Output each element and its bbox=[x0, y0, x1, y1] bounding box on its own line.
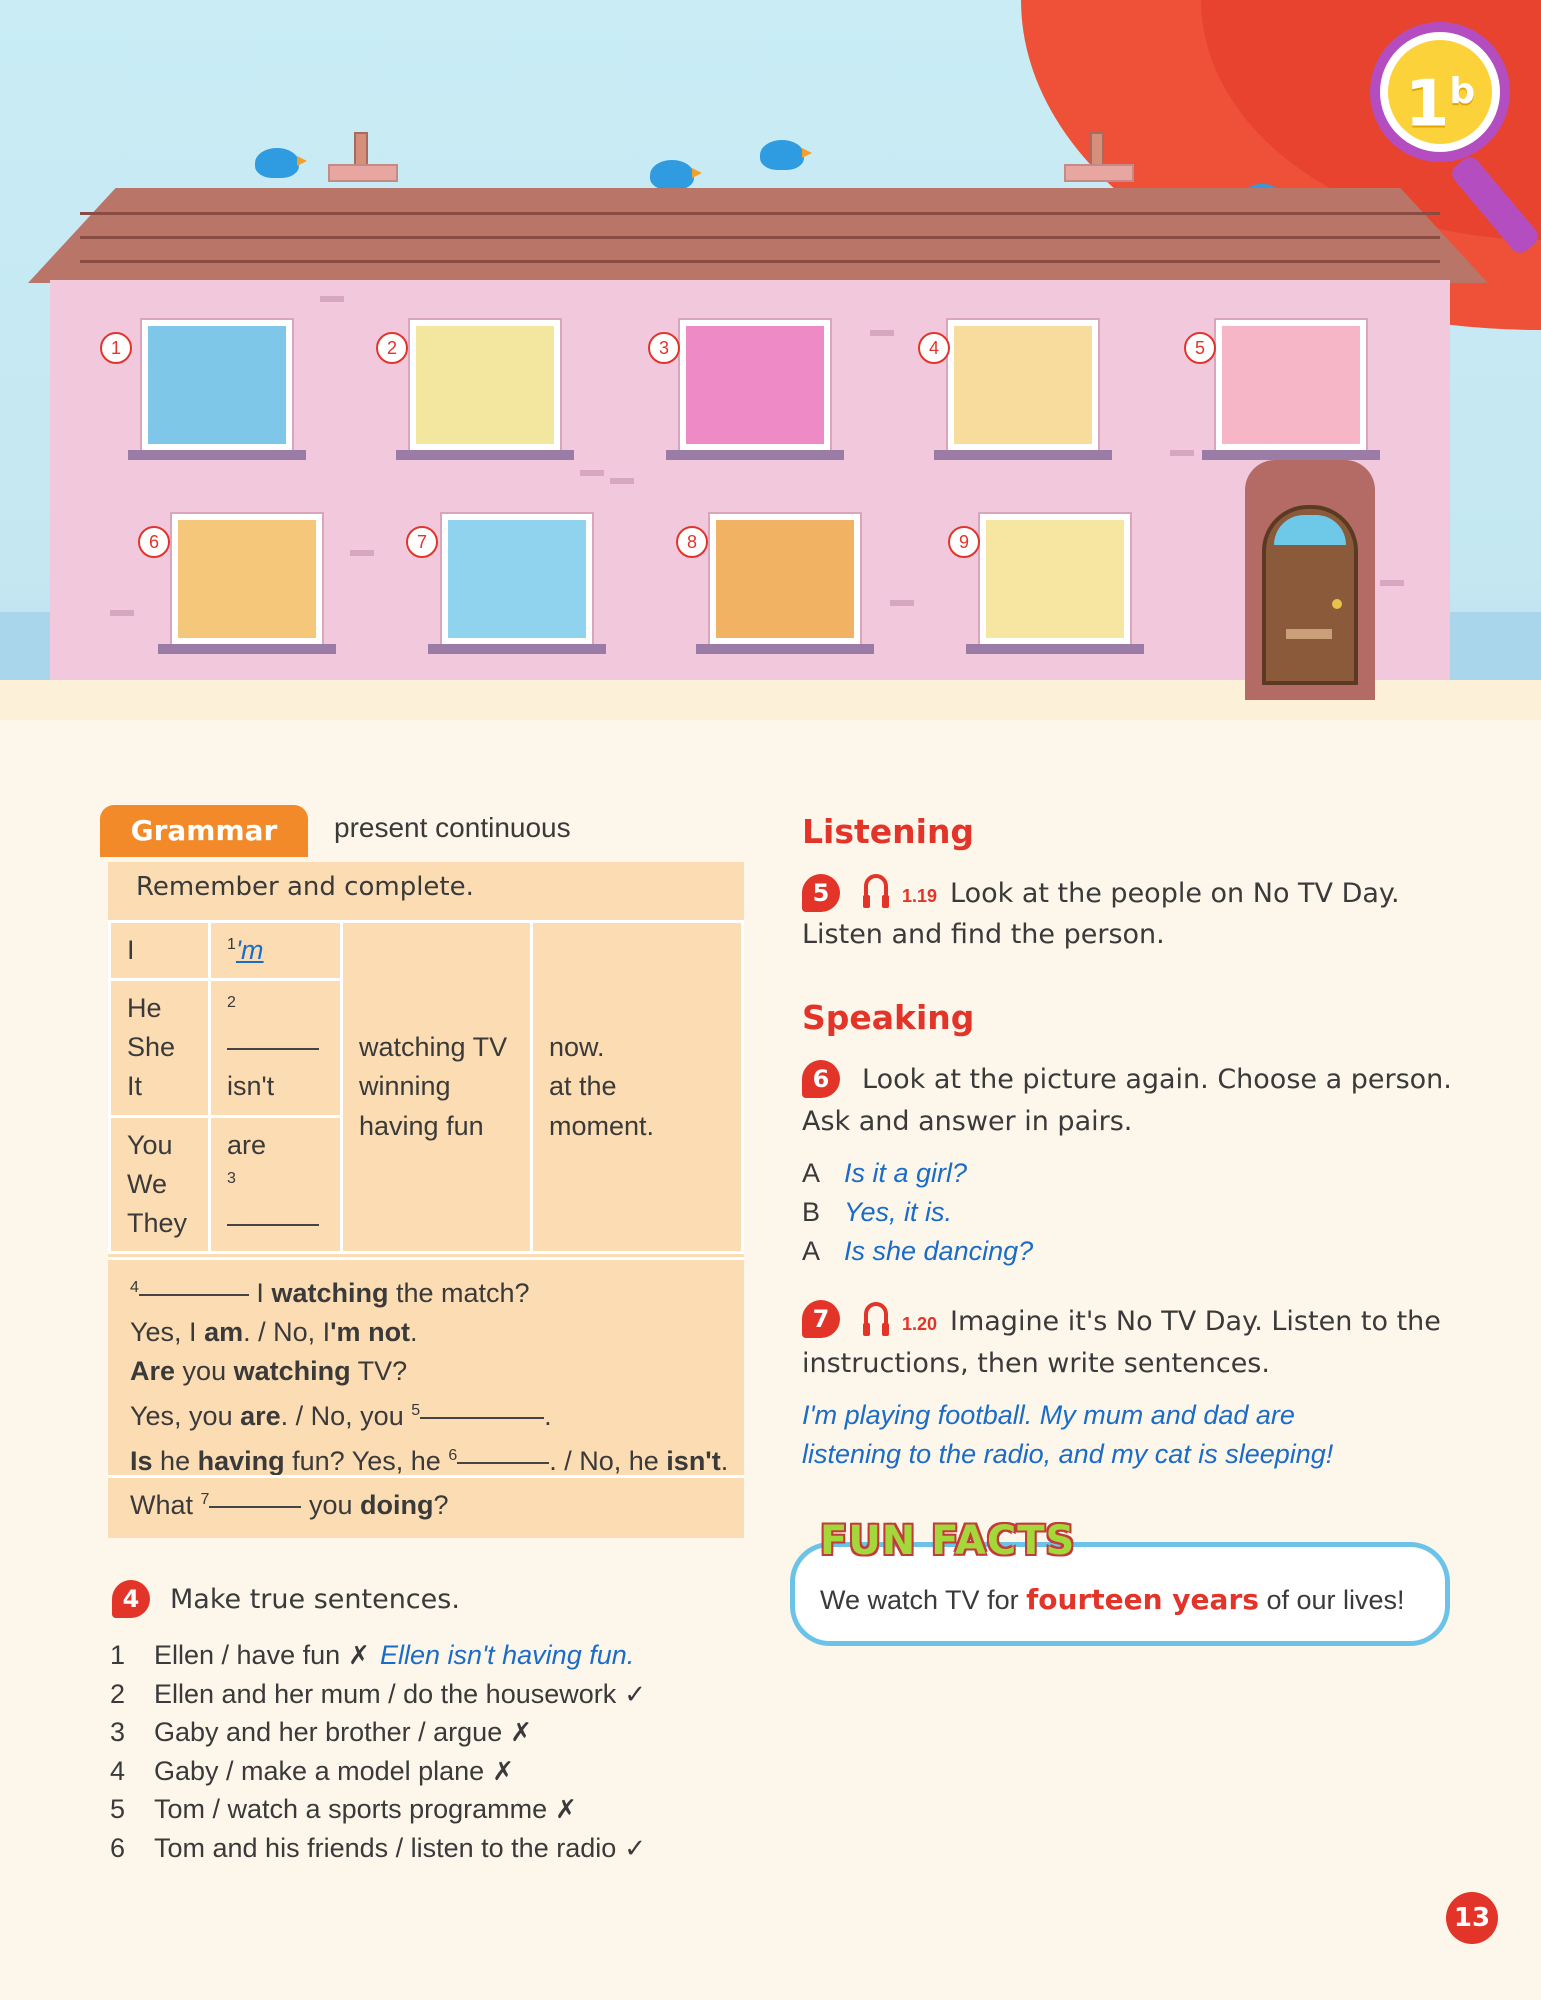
blank-2[interactable] bbox=[227, 1048, 319, 1050]
brick bbox=[870, 330, 894, 336]
blank-3[interactable] bbox=[227, 1224, 319, 1226]
speaking-heading: Speaking bbox=[802, 998, 975, 1037]
window-number: 2 bbox=[376, 332, 408, 364]
grammar-subtitle: present continuous bbox=[334, 812, 571, 843]
headphones-icon[interactable] bbox=[864, 874, 888, 902]
exercise-4-title: Make true sentences. bbox=[170, 1584, 460, 1615]
list-item: 6 Tom and his friends / listen to the radio ✓ bbox=[110, 1832, 647, 1863]
exercise-4-list bbox=[110, 1636, 646, 1868]
blank-5[interactable] bbox=[420, 1417, 544, 1419]
window-number: 9 bbox=[948, 526, 980, 558]
window-7 bbox=[442, 514, 592, 644]
blank-7[interactable] bbox=[209, 1506, 301, 1508]
exercise-6-line1: Look at the picture again. Choose a person. bbox=[862, 1064, 1452, 1095]
window-number: 4 bbox=[918, 332, 950, 364]
bird-icon bbox=[650, 160, 694, 190]
blank-3-cell: are $^3$ bbox=[210, 1116, 342, 1252]
verbs-cell: watching TV winning having fun bbox=[342, 922, 532, 1253]
chimney bbox=[1064, 164, 1134, 182]
chimney-pipe bbox=[1090, 132, 1104, 166]
window-8 bbox=[710, 514, 860, 644]
exercise-4-badge: 4 bbox=[112, 1580, 150, 1618]
window-1 bbox=[142, 320, 292, 450]
list-item: 4 Gaby / make a model plane ✗ bbox=[110, 1755, 514, 1786]
roof-line bbox=[80, 212, 1440, 215]
pronoun-cell: I bbox=[110, 922, 210, 980]
chimney bbox=[328, 164, 398, 182]
window-4 bbox=[948, 320, 1098, 450]
window-6 bbox=[172, 514, 322, 644]
window-2 bbox=[410, 320, 560, 450]
window-3 bbox=[680, 320, 830, 450]
exercise-5-line2: Listen and find the person. bbox=[802, 919, 1165, 950]
bird-icon bbox=[760, 140, 804, 170]
window-number: 7 bbox=[406, 526, 438, 558]
chimney-pipe bbox=[354, 132, 368, 166]
example-dialog: A Is it a girl? B Yes, it is. A Is she dancing? bbox=[802, 1158, 1034, 1266]
window-number: 1 bbox=[100, 332, 132, 364]
window-number: 6 bbox=[138, 526, 170, 558]
brick bbox=[1170, 450, 1194, 456]
fun-facts-text: We watch TV for fourteen years of our lives! bbox=[820, 1583, 1405, 1616]
list-item: 1 Ellen / have fun ✗ Ellen isn't having fun. bbox=[110, 1640, 635, 1670]
window-number: 8 bbox=[676, 526, 708, 558]
answer-1: 'm bbox=[235, 935, 264, 965]
exercise-7-line2: instructions, then write sentences. bbox=[802, 1348, 1270, 1379]
headphones-icon[interactable] bbox=[864, 1302, 888, 1330]
pronoun-cell: You We They bbox=[110, 1116, 210, 1252]
roof-line bbox=[80, 260, 1440, 263]
exercise-7-badge: 7 bbox=[802, 1300, 840, 1338]
window-number: 5 bbox=[1184, 332, 1216, 364]
page-number: 13 bbox=[1446, 1892, 1498, 1944]
window-9 bbox=[980, 514, 1130, 644]
brick bbox=[320, 296, 344, 302]
pronoun-cell: He She It bbox=[110, 980, 210, 1116]
brick bbox=[350, 550, 374, 556]
brick bbox=[890, 600, 914, 606]
exercise-7-line1: Imagine it's No TV Day. Listen to the bbox=[950, 1306, 1441, 1337]
grammar-what-row: What $^7$ you doing? bbox=[108, 1475, 744, 1538]
exercise-5-line1: Look at the people on No TV Day. bbox=[950, 878, 1400, 909]
listening-heading: Listening bbox=[802, 812, 975, 851]
exercise-6-badge: 6 bbox=[802, 1060, 840, 1098]
track-number: 1.20 bbox=[902, 1314, 938, 1334]
grammar-instruction: Remember and complete. bbox=[136, 872, 474, 902]
time-cell: now. at the moment. bbox=[532, 922, 743, 1253]
exercise-7-example: I'm playing football. My mum and dad are listening to the radio, and my cat is sleeping! bbox=[802, 1400, 1334, 1469]
window-number: 3 bbox=[648, 332, 680, 364]
brick bbox=[110, 610, 134, 616]
exercise-6-line2: Ask and answer in pairs. bbox=[802, 1106, 1133, 1137]
list-item: 3 Gaby and her brother / argue ✗ bbox=[110, 1717, 533, 1748]
blank-6[interactable] bbox=[457, 1462, 549, 1464]
unit-badge: 1$^b$ bbox=[1370, 22, 1510, 162]
track-number: 1.19 bbox=[902, 886, 938, 906]
list-item: 5 Tom / watch a sports programme ✗ bbox=[110, 1794, 577, 1825]
grammar-questions: $^4$ I watching the match? Yes, I am. / No, I'm not. Are you watching TV? Yes, you are. / No, you $^5$ . Is he having fun? Yes, he $^6$ . / No, he isn't. bbox=[108, 1257, 744, 1489]
grammar-table bbox=[108, 920, 744, 1254]
brick bbox=[1380, 580, 1404, 586]
front-door bbox=[1262, 505, 1358, 685]
roof-line bbox=[80, 236, 1440, 239]
grammar-tab: Grammar bbox=[100, 805, 308, 857]
list-item: 2 Ellen and her mum / do the housework ✓ bbox=[110, 1678, 647, 1709]
blank-4[interactable] bbox=[139, 1294, 249, 1296]
brick bbox=[580, 470, 604, 476]
bird-icon bbox=[255, 148, 299, 178]
exercise-5-badge: 5 bbox=[802, 874, 840, 912]
brick bbox=[610, 478, 634, 484]
blank-2-cell: $^2$ isn't bbox=[210, 980, 342, 1116]
blank-1-cell: $^1$'m bbox=[210, 922, 342, 980]
fun-facts-title: FUN FACTS bbox=[820, 1518, 1076, 1564]
window-5 bbox=[1216, 320, 1366, 450]
